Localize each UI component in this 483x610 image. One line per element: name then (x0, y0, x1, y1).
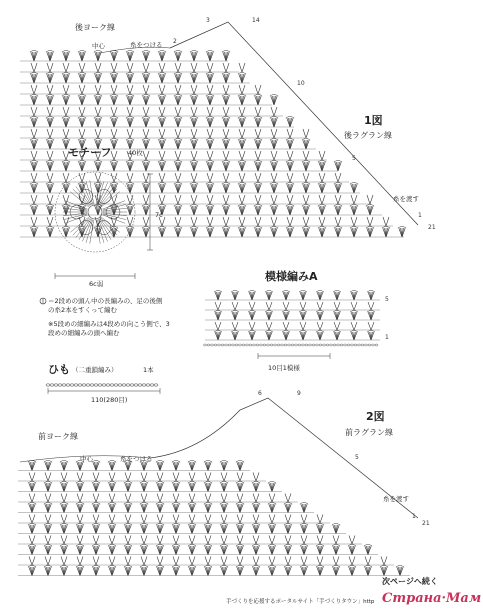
pattern-row-5: 5 (385, 296, 389, 303)
back-row-14: 14 (252, 17, 260, 24)
front-row-21: 21 (422, 520, 430, 527)
cord-length: 110(280目) (91, 396, 128, 404)
front-yoke-title: 前ヨーク線 (38, 432, 78, 441)
back-yoke-title: 後ヨーク線 (75, 23, 115, 32)
pattern-a-title: 模様編みA (265, 270, 318, 283)
site-watermark: Страна·Мам (382, 591, 482, 606)
front-center-label: 中心 (80, 455, 93, 463)
next-page-label: 次ページへ続く (382, 577, 438, 586)
portal-caption: 手づくりを応援するポータルサイト「手づくりタウン」http (226, 599, 375, 605)
cord-count: 1本 (143, 366, 154, 374)
back-raglan-label: 後ラグラン線 (344, 131, 392, 140)
figure-2-title: 2図 (366, 410, 385, 423)
note-line-2: ※5段めの細編みは4段めの向こう側で、3段めの細編みの頭へ編む (48, 320, 170, 337)
front-raglan-label: 前ラグラン線 (345, 428, 393, 437)
motif-width: 6c弱 (89, 280, 104, 288)
back-row-10: 10 (297, 80, 305, 87)
pattern-row-1: 1 (385, 334, 389, 341)
front-row-6: 6 (258, 390, 262, 397)
back-join-label: 糸を渡す (393, 195, 419, 203)
note-line-1: ＝2段めの頭ん中の長編みの、足の後側の糸2本をすくって編む (48, 297, 163, 314)
front-join-label: 糸を渡す (383, 495, 409, 503)
back-attach-label: 糸をつける (130, 41, 163, 49)
front-row-9: 9 (297, 390, 301, 397)
back-row-21: 21 (428, 224, 436, 231)
back-row-5: 5 (352, 155, 356, 162)
back-row-1: 1 (418, 212, 422, 219)
motif-title: モチーフ (68, 146, 112, 159)
cord-subtitle: （二重鎖編み） (72, 366, 118, 374)
front-row-1: 1 (412, 513, 416, 520)
front-row-5: 5 (355, 454, 359, 461)
figure-1-title: 1図 (364, 114, 383, 127)
motif-count: 40枚 (128, 149, 143, 157)
front-attach-label: 糸をつける (120, 455, 153, 463)
cord-title: ひも (48, 363, 70, 376)
back-row-2: 2 (173, 38, 177, 45)
back-center-label: 中心 (92, 42, 105, 50)
pattern-repeat-label: 10目1模様 (268, 364, 300, 372)
back-row-3: 3 (206, 17, 210, 24)
motif-height: 7c (155, 211, 163, 219)
